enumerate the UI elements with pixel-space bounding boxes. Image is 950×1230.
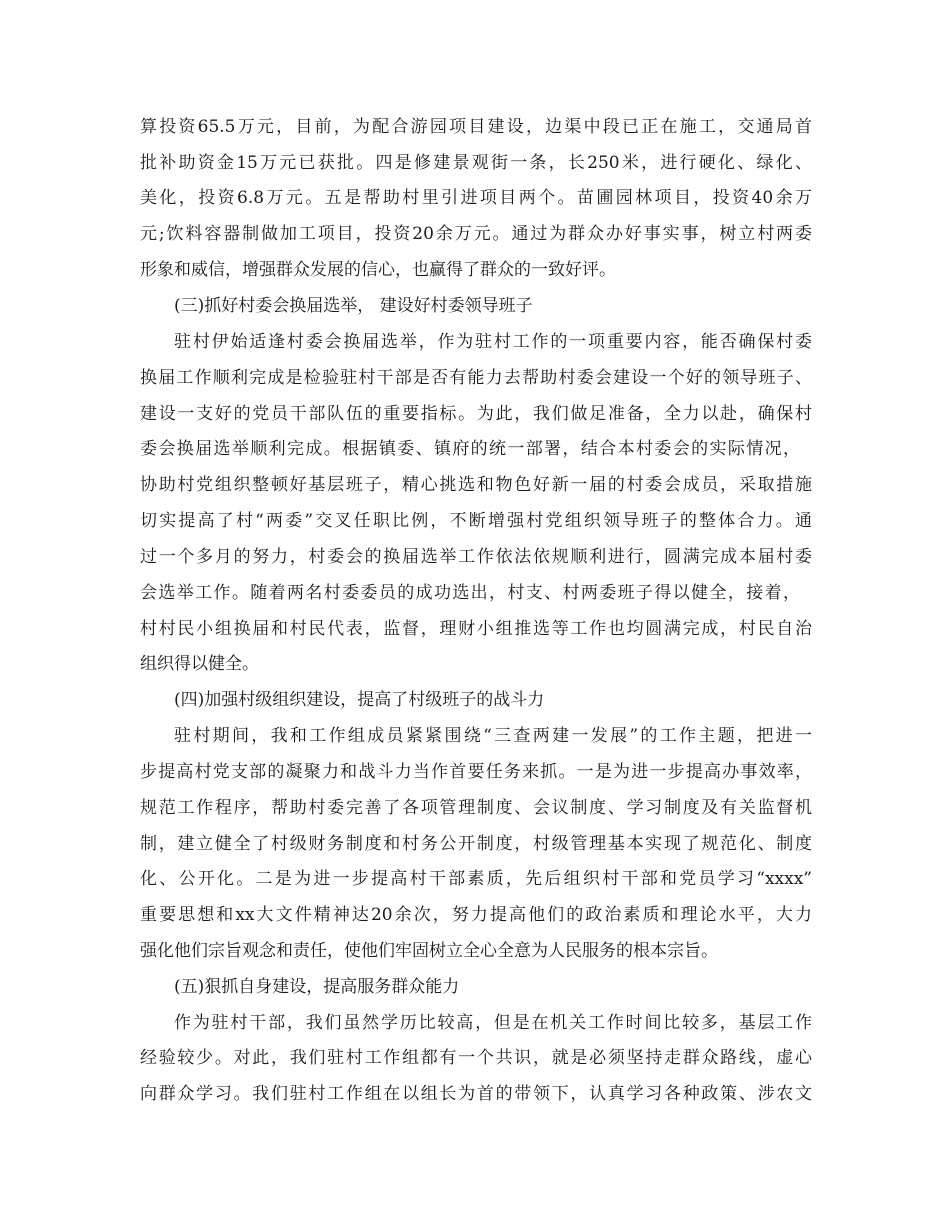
section-heading: (三)抓好村委会换届选举， 建设好村委领导班子 bbox=[174, 296, 533, 316]
paragraph-line: 换届工作顺利完成是检验驻村干部是否有能力去帮助村委会建设一个好的领导班子、 bbox=[140, 368, 812, 388]
section-heading: (五)狠抓自身建设，提高服务群众能力 bbox=[174, 977, 460, 997]
paragraph-line: 元;饮料容器制做加工项目，投资20余万元。通过为群众办好事实事，树立村两委 bbox=[140, 224, 812, 244]
paragraph-line: 村村民小组换届和村民代表，监督，理财小组推选等工作也均圆满完成，村民自治 bbox=[140, 619, 812, 639]
paragraph-line: 算投资65.5万元，目前，为配合游园项目建设，边渠中段已正在施工，交通局首 bbox=[140, 117, 812, 137]
paragraph-line: 委会换届选举顺利完成。根据镇委、镇府的统一部署，结合本村委会的实际情况， bbox=[140, 439, 800, 459]
paragraph-line: 美化，投资6.8万元。五是帮助村里引进项目两个。苗圃园林项目，投资40余万 bbox=[140, 188, 812, 208]
paragraph-line: 过一个多月的努力，村委会的换届选举工作依法依规顺利进行，圆满完成本届村委 bbox=[140, 547, 812, 567]
paragraph-line: 经验较少。对此，我们驻村工作组都有一个共识，就是必须坚持走群众路线，虚心 bbox=[140, 1048, 812, 1068]
paragraph-line: 切实提高了村“两委”交叉任职比例，不断增强村党组织领导班子的整体合力。通 bbox=[140, 511, 812, 531]
paragraph-line: 建设一支好的党员干部队伍的重要指标。为此，我们做足准备，全力以赴，确保村 bbox=[140, 404, 812, 424]
paragraph-line: 规范工作程序，帮助村委完善了各项管理制度、会议制度、学习制度及有关监督机 bbox=[140, 798, 812, 818]
paragraph-line: 驻村期间，我和工作组成员紧紧围绕“三查两建一发展”的工作主题，把进一 bbox=[174, 726, 812, 746]
section-heading: (四)加强村级组织建设，提高了村级班子的战斗力 bbox=[174, 690, 545, 710]
paragraph-line: 组织得以健全。 bbox=[140, 654, 259, 674]
paragraph-line: 形象和威信，增强群众发展的信心，也赢得了群众的一致好评。 bbox=[140, 260, 616, 280]
paragraph-line: 作为驻村干部，我们虽然学历比较高，但是在机关工作时间比较多，基层工作 bbox=[174, 1013, 812, 1033]
paragraph-line: 驻村伊始适逢村委会换届选举，作为驻村工作的一项重要内容，能否确保村委 bbox=[174, 332, 812, 352]
paragraph-line: 制，建立健全了村级财务制度和村务公开制度，村级管理基本实现了规范化、制度 bbox=[140, 834, 812, 854]
paragraph-line: 协助村党组织整顿好基层班子，精心挑选和物色好新一届的村委会成员，采取措施 bbox=[140, 475, 812, 495]
paragraph-line: 化、公开化。二是为进一步提高村干部素质，先后组织村干部和党员学习“xxxx” bbox=[140, 869, 812, 889]
paragraph-line: 批补助资金15万元已获批。四是修建景观街一条，长250米，进行硬化、绿化、 bbox=[140, 153, 812, 173]
paragraph-line: 强化他们宗旨观念和责任，使他们牢固树立全心全意为人民服务的根本宗旨。 bbox=[140, 941, 718, 961]
paragraph-line: 会选举工作。随着两名村委委员的成功选出，村支、村两委班子得以健全，接着， bbox=[140, 583, 800, 603]
paragraph-line: 步提高村党支部的凝聚力和战斗力当作首要任务来抓。一是为进一步提高办事效率， bbox=[140, 762, 812, 782]
paragraph-line: 向群众学习。我们驻村工作组在以组长为首的带领下，认真学习各种政策、涉农文 bbox=[140, 1084, 812, 1104]
paragraph-line: 重要思想和xx大文件精神达20余次，努力提高他们的政治素质和理论水平，大力 bbox=[140, 905, 812, 925]
